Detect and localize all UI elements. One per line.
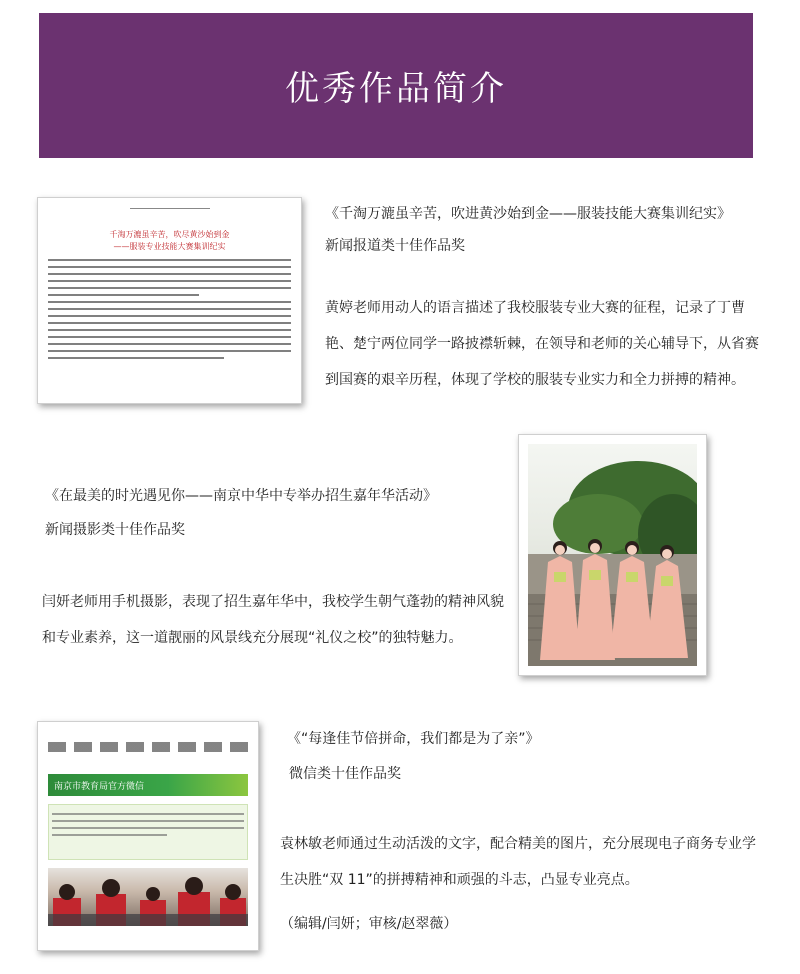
work-title-3: 《“每逢佳节倍拼命，我们都是为了亲”》	[287, 731, 540, 747]
clipping-subheadline: ——服装专业技能大赛集训纪实	[113, 242, 226, 251]
page-title: 优秀作品简介	[285, 69, 507, 109]
students-photo	[528, 444, 697, 666]
clipping-headline: 千淘万漉虽辛苦，吹尽黄沙始到金	[109, 230, 230, 239]
work-title-2: 《在最美的时光遇见你——南京中华中专举办招生嘉年华活动》	[45, 488, 437, 504]
wechat-classroom-photo	[48, 868, 248, 926]
news-clipping-image	[37, 197, 302, 404]
work-desc-1-line: 艳、楚宁两位同学一路披襟斩棘，在领导和老师的关心辅导下，从省赛	[325, 336, 759, 352]
work-award-1: 新闻报道类十佳作品奖	[325, 238, 465, 254]
work-desc-1-line: 黄婷老师用动人的语言描述了我校服装专业大赛的征程，记录了丁曹	[325, 300, 745, 316]
work-title-1: 《千淘万漉虽辛苦，吹进黄沙始到金——服装技能大赛集训纪实》	[325, 206, 731, 222]
work-desc-2-line: 和专业素养，这一道靓丽的风景线充分展现“礼仪之校”的独特魅力。	[42, 630, 463, 646]
header-banner	[39, 13, 753, 158]
work-desc-3	[280, 826, 756, 898]
wechat-clipping-image	[37, 721, 259, 951]
work-award-3: 微信类十佳作品奖	[289, 766, 401, 782]
wechat-title-line	[48, 742, 248, 752]
event-photo-card	[518, 434, 707, 676]
work-award-2: 新闻摄影类十佳作品奖	[45, 522, 185, 538]
work-desc-2-line: 闫妍老师用手机摄影，表现了招生嘉年华中，我校学生朝气蓬勃的精神风貌	[42, 594, 504, 610]
work-desc-2	[42, 584, 504, 656]
clipping-meta-line	[94, 215, 295, 221]
wechat-meta	[48, 758, 252, 764]
wechat-page	[44, 728, 252, 944]
editor-credits: （编辑/闫妍；审核/赵翠薇）	[280, 916, 458, 932]
work-desc-3-line: 袁林敏老师通过生动活泼的文字，配合精美的图片，充分展现电子商务专业学	[280, 836, 756, 852]
wechat-text-box	[48, 804, 248, 860]
work-desc-3-line: 生决胜“双 11”的拼搏精神和顽强的斗志，凸显专业亮点。	[280, 872, 639, 888]
clipping-body-text	[44, 259, 295, 359]
clipping-page	[44, 204, 295, 397]
work-desc-1-line: 到国赛的艰辛历程，体现了学校的服装专业实力和全力拼搏的精神。	[325, 372, 745, 388]
wechat-banner: 南京市教育局官方微信	[48, 774, 248, 796]
work-desc-1	[325, 290, 759, 398]
students-photo-drawing	[528, 444, 697, 666]
